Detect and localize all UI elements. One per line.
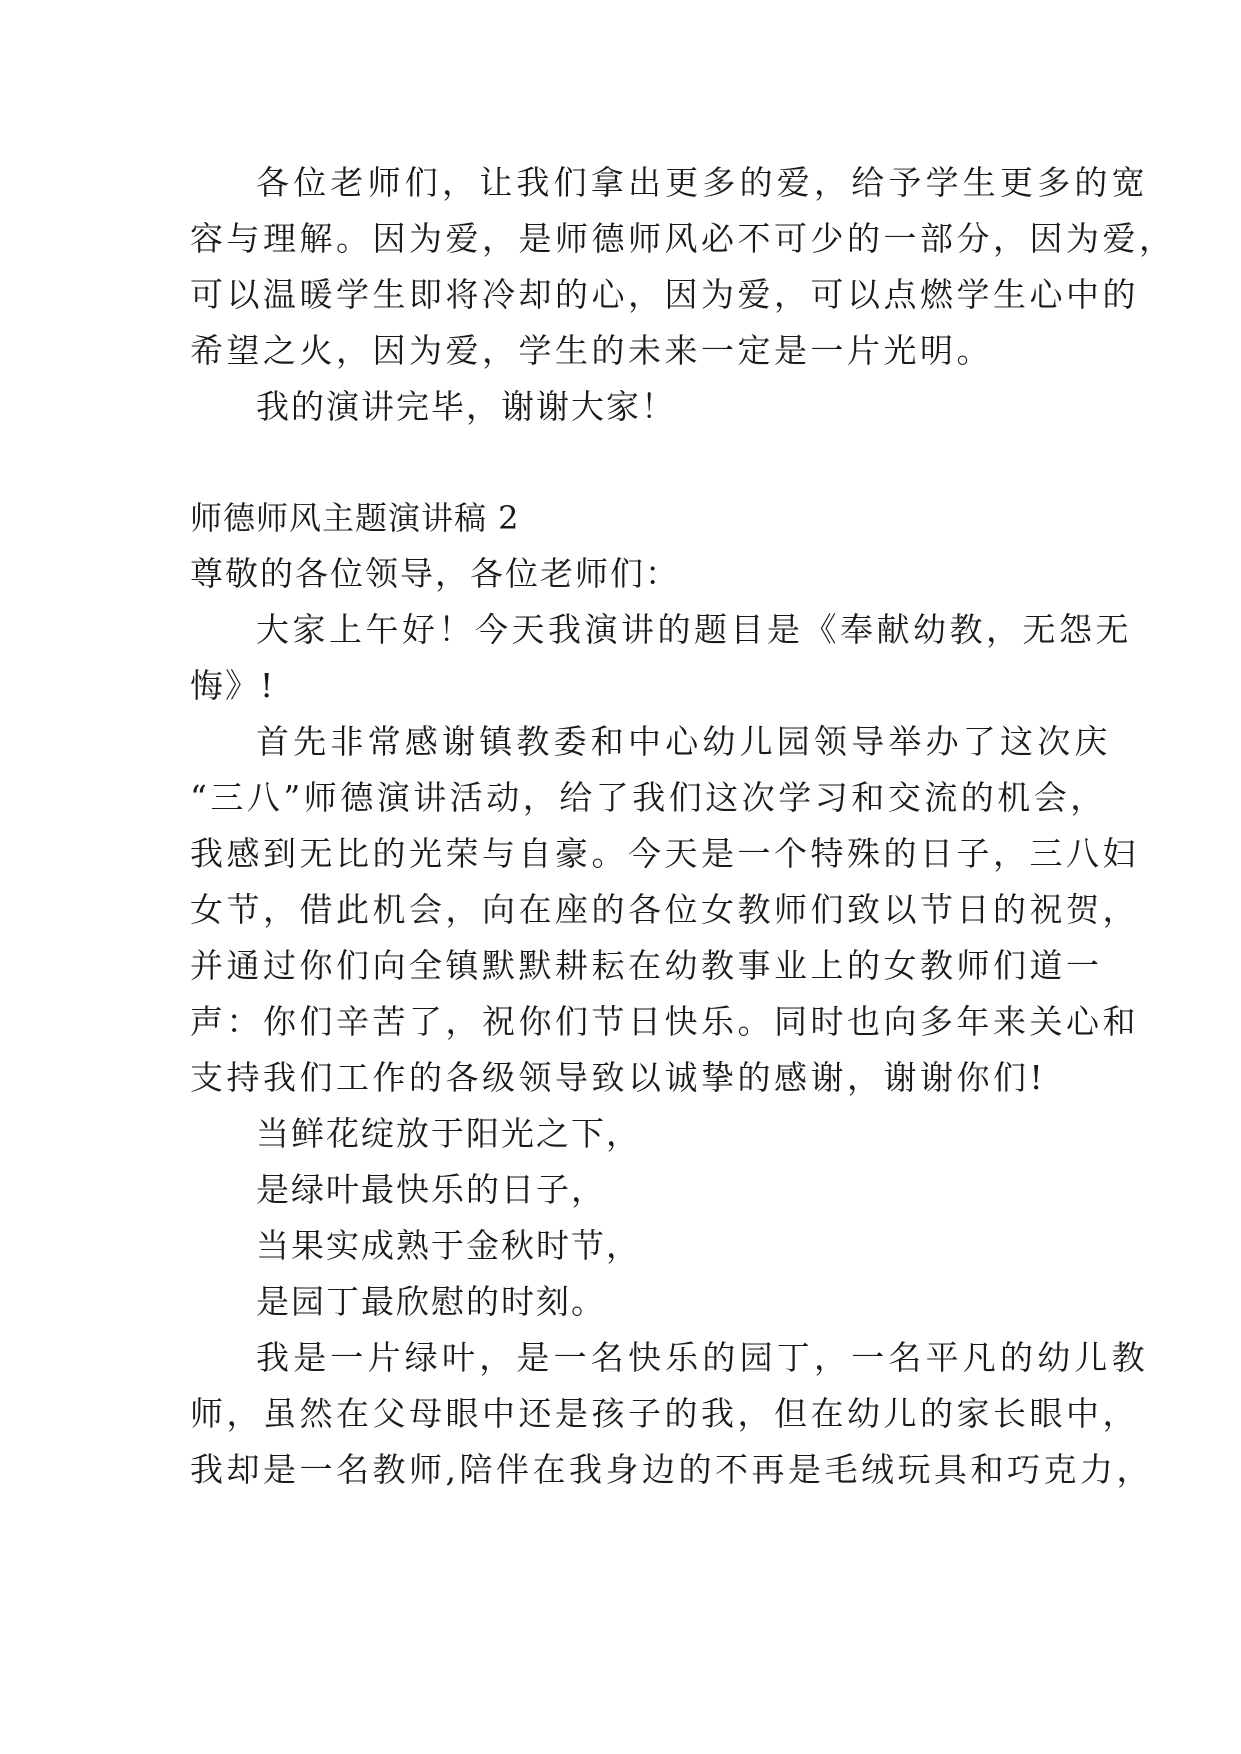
text-line: 声：你们辛苦了，祝你们节日快乐。同时也向多年来关心和 — [190, 1002, 1139, 1041]
poem-line: 是园丁最欣慰的时刻。 — [256, 1282, 606, 1321]
text-line: 我感到无比的光荣与自豪。今天是一个特殊的日子，三八妇 — [190, 834, 1139, 873]
salutation: 尊敬的各位领导，各位老师们： — [190, 554, 680, 593]
text-line: 悔》! — [190, 666, 276, 705]
text-line: 希望之火，因为爱，学生的未来一定是一片光明。 — [190, 331, 993, 370]
text-line: “三八”师德演讲活动，给了我们这次学习和交流的机会， — [190, 778, 1107, 817]
closing-line: 我的演讲完毕，谢谢大家！ — [256, 387, 676, 426]
text-line: 支持我们工作的各级领导致以诚挚的感谢，谢谢你们! — [190, 1058, 1047, 1097]
text-line: 女节，借此机会，向在座的各位女教师们致以节日的祝贺， — [190, 890, 1139, 929]
text-line: 我是一片绿叶，是一名快乐的园丁，一名平凡的幼儿教 — [256, 1338, 1149, 1377]
poem-line: 是绿叶最快乐的日子， — [256, 1170, 606, 1209]
text-line: 可以温暖学生即将冷却的心，因为爱，可以点燃学生心中的 — [190, 275, 1139, 314]
text-line: 师，虽然在父母眼中还是孩子的我，但在幼儿的家长眼中， — [190, 1394, 1139, 1433]
text-line: 大家上午好！今天我演讲的题目是《奉献幼教，无怨无 — [256, 610, 1132, 649]
text-line: 容与理解。因为爱，是师德师风必不可少的一部分，因为爱， — [190, 219, 1176, 258]
section-title: 师德师风主题演讲稿 2 — [190, 499, 520, 537]
text-line: 我却是一名教师,陪伴在我身边的不再是毛绒玩具和巧克力， — [190, 1450, 1153, 1489]
poem-line: 当鲜花绽放于阳光之下， — [256, 1114, 641, 1153]
text-line: 首先非常感谢镇教委和中心幼儿园领导举办了这次庆 — [256, 722, 1112, 761]
text-line: 各位老师们，让我们拿出更多的爱，给予学生更多的宽 — [256, 163, 1149, 202]
poem-line: 当果实成熟于金秋时节， — [256, 1226, 641, 1265]
text-line: 并通过你们向全镇默默耕耘在幼教事业上的女教师们道一 — [190, 946, 1103, 985]
